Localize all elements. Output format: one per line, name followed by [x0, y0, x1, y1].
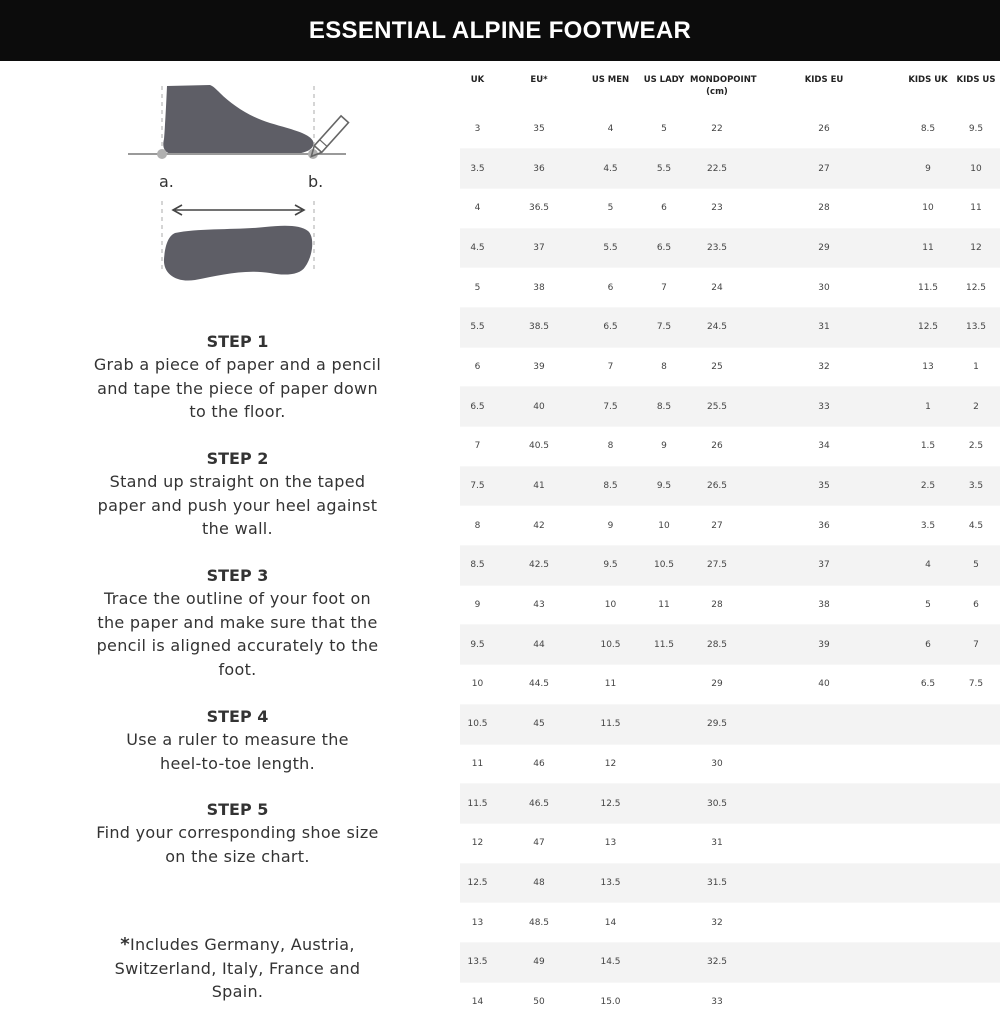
table-cell: 12.5: [600, 798, 621, 809]
table-cell: 6.5: [920, 679, 936, 690]
table-cell: 23: [711, 203, 723, 214]
table-cell: 34: [818, 441, 830, 452]
table-cell: 13.5: [965, 322, 987, 333]
table-row: [460, 585, 1000, 625]
step-title: STEP 4: [206, 707, 269, 726]
step-line: Stand up straight on the taped: [109, 472, 366, 491]
footnote: [40, 933, 435, 1004]
table-cell: 24.5: [706, 322, 728, 333]
table-cell: [638, 744, 690, 784]
table-cell: 9.5: [968, 123, 984, 134]
table-cell: 33: [711, 996, 723, 1007]
table-cell: 27: [818, 163, 830, 174]
table-cell: 6: [661, 203, 667, 214]
table-cell: [638, 863, 690, 903]
table-cell: 48.5: [528, 917, 550, 928]
table-cell: 11: [604, 679, 617, 690]
table-cell: [952, 744, 1000, 784]
column-header-label: KIDS US: [956, 75, 996, 85]
step-line: foot.: [218, 659, 257, 679]
table-cell: 9.5: [656, 481, 672, 492]
column-header-label: KIDS EU: [804, 75, 844, 85]
table-cell: 3: [474, 123, 481, 134]
table-cell: 8.5: [470, 560, 485, 571]
table-row: [460, 784, 1000, 824]
table-cell: [952, 823, 1000, 863]
step-3: [40, 565, 435, 681]
table-cell: 5: [925, 600, 931, 611]
table-cell: [952, 704, 1000, 744]
side-foot-icon: [163, 85, 313, 154]
table-cell: [744, 744, 904, 784]
table-cell: 4: [607, 123, 614, 134]
table-cell: 5: [661, 123, 667, 134]
table-cell: [904, 863, 952, 903]
table-cell: 28: [711, 600, 723, 611]
step-title: STEP 2: [206, 449, 269, 468]
table-cell: 6: [973, 600, 979, 611]
step-title: STEP 1: [206, 332, 269, 351]
table-cell: 9.5: [603, 560, 618, 571]
table-row: [460, 665, 1000, 705]
table-cell: 12: [604, 758, 617, 769]
table-cell: 9.5: [470, 639, 485, 650]
footnote-line: Includes Germany, Austria,: [129, 935, 355, 954]
step-line: Find your corresponding shoe size: [96, 823, 379, 842]
table-cell: 12.5: [965, 282, 987, 293]
table-cell: 35: [533, 123, 545, 134]
table-cell: 5.5: [656, 163, 672, 174]
table-cell: 36.5: [528, 203, 550, 214]
table-cell: 6: [474, 361, 481, 372]
column-header: [904, 61, 952, 109]
table-cell: [904, 784, 952, 824]
table-row: [460, 823, 1000, 863]
column-header: [460, 61, 495, 109]
step-title: STEP 5: [206, 800, 269, 819]
table-cell: 7: [474, 441, 481, 452]
table-cell: 13: [471, 917, 484, 928]
table-cell: 13: [604, 838, 617, 849]
table-cell: 13.5: [467, 957, 488, 968]
table-cell: 22: [711, 123, 723, 134]
table-cell: 3.5: [968, 481, 984, 492]
step-line: Grab a piece of paper and a pencil: [93, 355, 382, 374]
step-4: [40, 706, 435, 775]
table-cell: 23.5: [706, 242, 728, 253]
table-cell: 11: [471, 758, 484, 769]
column-header-label: EU*: [530, 75, 548, 85]
table-cell: [904, 942, 952, 982]
table-cell: 24: [711, 282, 723, 293]
table-cell: [904, 982, 952, 1021]
table-cell: 42.5: [528, 560, 550, 571]
column-header-label: KIDS UK: [908, 75, 948, 85]
step-line: on the size chart.: [165, 846, 310, 866]
table-cell: 10: [658, 520, 670, 531]
table-cell: 25.5: [706, 401, 728, 412]
table-cell: 9: [925, 163, 931, 174]
table-cell: 1: [925, 401, 931, 412]
table-cell: 40: [818, 679, 830, 690]
table-cell: [638, 903, 690, 943]
table-cell: 14: [604, 917, 617, 928]
column-header: [495, 61, 583, 109]
table-cell: 6.5: [470, 401, 485, 412]
table-cell: 5: [973, 560, 979, 571]
table-row: [460, 347, 1000, 387]
table-cell: 1.5: [920, 441, 936, 452]
table-cell: 25: [711, 361, 723, 372]
table-cell: 7: [607, 361, 614, 372]
table-cell: 11.5: [653, 639, 675, 650]
table-cell: [638, 942, 690, 982]
table-cell: 7.5: [470, 481, 485, 492]
table-cell: 50: [533, 996, 545, 1007]
table-cell: [638, 665, 690, 705]
table-header-row: [460, 61, 1000, 109]
table-cell: 9: [607, 520, 614, 531]
table-cell: 12: [471, 838, 484, 849]
table-cell: 46.5: [528, 798, 550, 809]
table-cell: 26.5: [706, 481, 728, 492]
table-cell: [904, 823, 952, 863]
table-cell: 10.5: [467, 719, 488, 730]
table-cell: 3.5: [470, 163, 485, 174]
table-cell: 12: [970, 242, 982, 253]
size-chart: [460, 61, 1000, 1021]
table-cell: 8.5: [656, 401, 672, 412]
table-cell: 42: [533, 520, 545, 531]
table-row: [460, 188, 1000, 228]
page-title: ESSENTIAL ALPINE FOOTWEAR: [0, 0, 1000, 61]
table-cell: 8.5: [603, 481, 618, 492]
table-cell: 8: [661, 361, 667, 372]
table-row: [460, 942, 1000, 982]
table-cell: 38: [818, 600, 830, 611]
table-cell: 48: [533, 877, 545, 888]
table-row: [460, 546, 1000, 586]
table-cell: [904, 903, 952, 943]
step-line: the paper and make sure that the: [97, 612, 378, 632]
table-cell: 29.5: [706, 719, 728, 730]
table-cell: 30: [711, 758, 723, 769]
table-cell: [952, 903, 1000, 943]
table-cell: 10: [970, 163, 982, 174]
table-cell: 4.5: [603, 163, 618, 174]
table-cell: 5.5: [470, 322, 485, 333]
table-cell: 9: [474, 600, 481, 611]
table-cell: 4.5: [470, 242, 485, 253]
step-line: and tape the piece of paper down: [97, 378, 378, 398]
table-cell: 28: [818, 203, 830, 214]
step-title: STEP 3: [206, 566, 269, 585]
table-cell: 26: [818, 123, 830, 134]
point-a-label: a.: [159, 172, 174, 191]
table-cell: 33: [818, 401, 830, 412]
table-cell: 27: [711, 520, 723, 531]
table-cell: 13.5: [600, 877, 621, 888]
table-row: [460, 982, 1000, 1021]
table-cell: 14.5: [600, 957, 621, 968]
table-cell: 6.5: [656, 242, 672, 253]
table-cell: 49: [533, 957, 545, 968]
table-cell: 45: [533, 719, 545, 730]
table-cell: 37: [533, 242, 545, 253]
column-header-label: UK: [470, 75, 485, 85]
footnote-line: Switzerland, Italy, France and: [114, 958, 361, 978]
table-cell: 10.5: [653, 560, 675, 571]
table-cell: 29: [711, 679, 723, 690]
table-cell: 38: [533, 282, 545, 293]
table-cell: [744, 942, 904, 982]
step-line: paper and push your heel against: [97, 495, 378, 515]
column-header: [583, 61, 638, 109]
column-header: [744, 61, 904, 109]
table-cell: 11: [922, 242, 934, 253]
table-cell: 11.5: [467, 798, 488, 809]
table-cell: 8: [474, 520, 481, 531]
table-cell: 44: [533, 639, 545, 650]
table-cell: 12.5: [467, 877, 488, 888]
table-cell: 6.5: [603, 322, 618, 333]
table-cell: 10: [471, 679, 484, 690]
table-cell: 47: [533, 838, 545, 849]
table-cell: 7: [973, 639, 979, 650]
step-line: pencil is aligned accurately to the: [96, 636, 379, 655]
table-cell: 29: [818, 242, 830, 253]
footnote-asterisk: *: [120, 934, 130, 955]
table-cell: 40.5: [528, 441, 550, 452]
table-cell: 7.5: [656, 322, 672, 333]
table-cell: 43: [533, 600, 545, 611]
column-header-label: (cm): [706, 87, 728, 97]
table-cell: [952, 784, 1000, 824]
table-cell: [952, 982, 1000, 1021]
step-line: to the floor.: [189, 402, 286, 421]
table-cell: 22.5: [706, 163, 728, 174]
table-cell: 10: [922, 203, 934, 214]
table-cell: 39: [533, 361, 545, 372]
point-a-marker: [157, 149, 167, 159]
column-header-label: US LADY: [643, 75, 685, 85]
table-row: [460, 268, 1000, 308]
table-cell: 35: [818, 481, 830, 492]
table-cell: 40: [533, 401, 545, 412]
table-cell: 32.5: [706, 957, 728, 968]
table-row: [460, 625, 1000, 665]
table-cell: 26: [711, 441, 723, 452]
table-row: [460, 228, 1000, 268]
table-cell: [638, 982, 690, 1021]
table-row: [460, 506, 1000, 546]
step-line: Trace the outline of your foot on: [103, 589, 371, 608]
table-cell: 10: [604, 600, 617, 611]
table-cell: 36: [533, 163, 545, 174]
point-b-label: b.: [308, 172, 324, 191]
column-header: [690, 61, 757, 109]
table-cell: [952, 863, 1000, 903]
table-cell: [638, 823, 690, 863]
table-cell: 8: [607, 441, 614, 452]
column-header: [952, 61, 1000, 109]
table-cell: 31: [711, 838, 723, 849]
table-cell: 9: [661, 441, 667, 452]
table-cell: 10.5: [600, 639, 621, 650]
table-cell: [904, 744, 952, 784]
table-cell: [744, 823, 904, 863]
table-row: [460, 744, 1000, 784]
table-cell: 30: [818, 282, 830, 293]
table-cell: 4.5: [968, 520, 984, 531]
table-cell: 2.5: [968, 441, 984, 452]
table-cell: 15.0: [600, 996, 621, 1007]
table-row: [460, 466, 1000, 506]
table-cell: 11: [658, 600, 670, 611]
table-cell: 8.5: [920, 123, 936, 134]
table-cell: 7: [661, 282, 667, 293]
step-1: [40, 331, 435, 424]
table-cell: 6: [925, 639, 931, 650]
table-cell: [952, 942, 1000, 982]
step-line: heel-to-toe length.: [160, 753, 315, 773]
table-cell: [744, 903, 904, 943]
length-arrow-icon: [173, 205, 304, 215]
table-cell: [638, 784, 690, 824]
table-cell: 12.5: [917, 322, 939, 333]
table-cell: 11: [970, 203, 982, 214]
step-line: Use a ruler to measure the: [126, 730, 349, 749]
measurement-instructions: [0, 61, 460, 1021]
table-body: [460, 109, 1000, 1021]
table-cell: 5: [474, 282, 481, 293]
table-row: [460, 109, 1000, 149]
table-cell: 5: [607, 203, 614, 214]
table-cell: 11.5: [600, 719, 621, 730]
table-cell: 37: [818, 560, 830, 571]
table-cell: [638, 704, 690, 744]
table-row: [460, 387, 1000, 427]
table-cell: 7.5: [968, 679, 984, 690]
table-cell: 3.5: [920, 520, 936, 531]
table-cell: 46: [533, 758, 545, 769]
step-5: [40, 799, 435, 868]
table-cell: 31: [818, 322, 830, 333]
table-cell: 44.5: [528, 679, 550, 690]
column-header: [638, 61, 690, 109]
table-cell: 7.5: [603, 401, 618, 412]
step-line: the wall.: [202, 519, 273, 538]
table-cell: 31.5: [706, 877, 728, 888]
table-row: [460, 704, 1000, 744]
table-cell: 32: [818, 361, 830, 372]
table-cell: [744, 863, 904, 903]
table-cell: 32: [711, 917, 723, 928]
size-table: [460, 61, 1000, 1021]
table-cell: [904, 704, 952, 744]
table-cell: 5.5: [603, 242, 618, 253]
step-2: [40, 448, 435, 541]
table-row: [460, 427, 1000, 467]
table-cell: 39: [818, 639, 830, 650]
table-cell: 4: [474, 203, 481, 214]
table-cell: 2: [973, 401, 979, 412]
table-cell: 30.5: [706, 798, 728, 809]
table-cell: 14: [471, 996, 484, 1007]
column-header-label: US MEN: [591, 75, 630, 85]
table-cell: 38.5: [528, 322, 550, 333]
table-cell: 13: [922, 361, 934, 372]
table-cell: 41: [533, 481, 545, 492]
table-cell: 11.5: [917, 282, 939, 293]
table-row: [460, 149, 1000, 189]
table-row: [460, 307, 1000, 347]
table-cell: 2.5: [920, 481, 936, 492]
table-cell: 6: [607, 282, 614, 293]
table-cell: [744, 704, 904, 744]
footnote-line: Spain.: [211, 982, 264, 1001]
foot-measurement-diagram: [0, 61, 460, 291]
table-cell: [744, 784, 904, 824]
table-cell: 27.5: [706, 560, 728, 571]
table-cell: [744, 982, 904, 1021]
top-foot-icon: [164, 226, 312, 281]
table-row: [460, 863, 1000, 903]
table-cell: 28.5: [706, 639, 728, 650]
table-cell: 4: [925, 560, 931, 571]
foot-illustration: [0, 61, 460, 291]
table-row: [460, 903, 1000, 943]
table-cell: 36: [818, 520, 830, 531]
table-cell: 1: [973, 361, 979, 372]
column-header-label: MONDOPOINT: [690, 75, 757, 85]
